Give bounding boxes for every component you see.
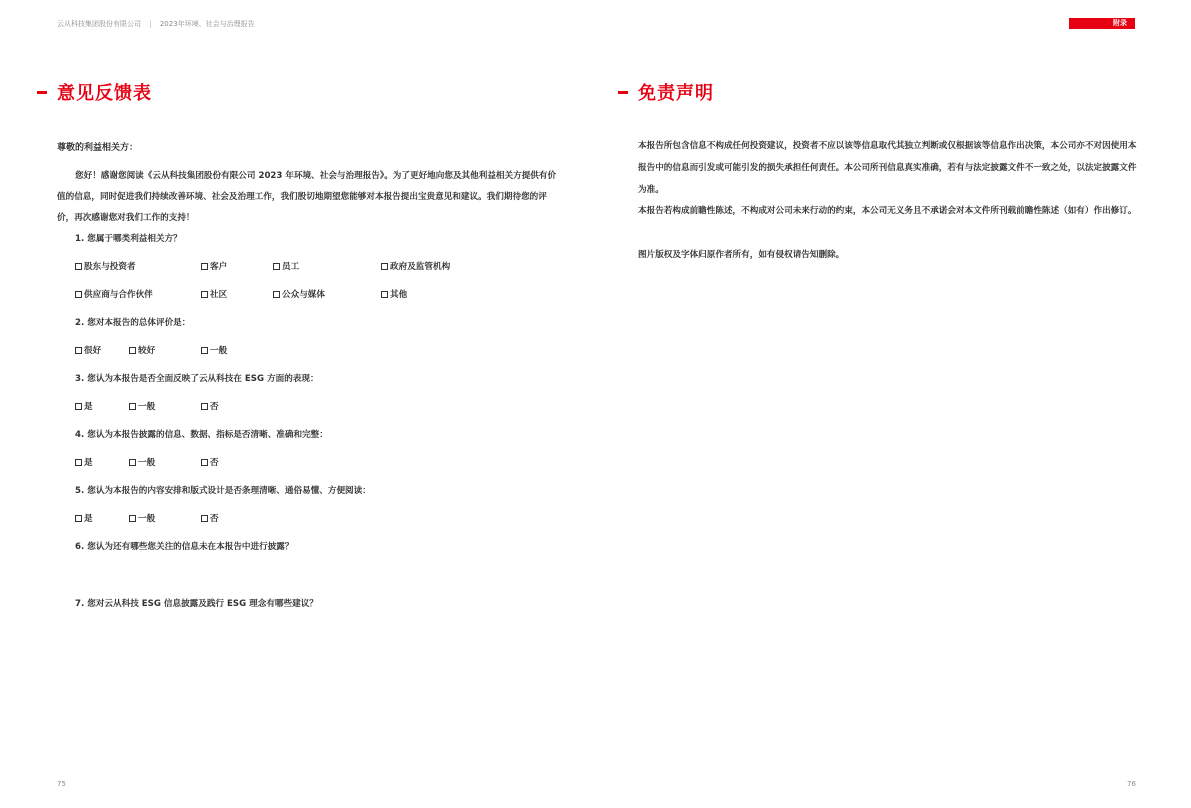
- intro-paragraph: 您好！感谢您阅读《云从科技集团股份有限公司 2023 年环境、社会与治理报告》。为了更好地向您及其他利益相关方提供有价值的信息，同时促进我们持续改善环境、社会及治理工作，我们殷切地期望您能够对本报告提出宝贵意见和建议。我们期待您的评价，再次感谢您对我们工作的支持！: [57, 171, 557, 223]
- checkbox-icon[interactable]: [75, 403, 82, 410]
- option-yes[interactable]: [75, 400, 93, 412]
- option-label: 公众与媒体: [282, 290, 325, 300]
- option-label: 社区: [210, 290, 228, 300]
- option-average[interactable]: [129, 512, 155, 524]
- checkbox-icon[interactable]: [129, 347, 136, 354]
- question-1: 1. 您属于哪类利益相关方？: [75, 234, 182, 244]
- option-label: 是: [84, 402, 93, 412]
- option-government[interactable]: [381, 260, 450, 272]
- option-yes[interactable]: [75, 456, 93, 468]
- disclaimer-paragraph-3: 图片版权及字体归原作者所有，如有侵权请告知删除。: [638, 250, 845, 260]
- option-label: 是: [84, 458, 93, 468]
- greeting: 尊敬的利益相关方：: [57, 143, 139, 153]
- running-header: [57, 19, 255, 29]
- option-other[interactable]: [381, 288, 407, 300]
- checkbox-icon[interactable]: [129, 459, 136, 466]
- option-label: 一般: [138, 458, 156, 468]
- option-label: 否: [210, 514, 219, 524]
- option-label: 客户: [210, 262, 228, 272]
- checkbox-icon[interactable]: [201, 515, 208, 522]
- feedback-section-title: [37, 79, 152, 105]
- option-very-good[interactable]: [75, 344, 101, 356]
- checkbox-icon[interactable]: [75, 263, 82, 270]
- option-label: 政府及监管机构: [390, 262, 451, 272]
- checkbox-icon[interactable]: [273, 263, 280, 270]
- option-good[interactable]: [129, 344, 155, 356]
- option-shareholders[interactable]: [75, 260, 136, 272]
- option-label: 其他: [390, 290, 408, 300]
- option-label: 一般: [138, 402, 156, 412]
- option-public-media[interactable]: [273, 288, 325, 300]
- option-suppliers[interactable]: [75, 288, 153, 300]
- disclaimer-paragraph-2: 本报告若构成前瞻性陈述，不构成对公司未来行动的约束，本公司无义务且不承诺会对本文件所刊载前瞻性陈述（如有）作出修订。: [638, 206, 1137, 216]
- option-label: 股东与投资者: [84, 262, 136, 272]
- checkbox-icon[interactable]: [75, 515, 82, 522]
- option-label: 很好: [84, 346, 102, 356]
- option-customers[interactable]: [201, 260, 227, 272]
- option-yes[interactable]: [75, 512, 93, 524]
- checkbox-icon[interactable]: [75, 459, 82, 466]
- checkbox-icon[interactable]: [129, 403, 136, 410]
- question-2: 2. 您对本报告的总体评价是：: [75, 318, 191, 328]
- option-label: 员工: [282, 262, 300, 272]
- page-number-left: 75: [57, 780, 66, 788]
- header-separator: |: [149, 20, 152, 28]
- option-average[interactable]: [129, 456, 155, 468]
- title-dash-icon: [37, 91, 47, 94]
- page-number-right: 76: [1127, 780, 1136, 788]
- option-label: 供应商与合作伙伴: [84, 290, 153, 300]
- option-average[interactable]: [129, 400, 155, 412]
- question-5: 5. 您认为本报告的内容安排和版式设计是否条理清晰、通俗易懂、方便阅读：: [75, 486, 371, 496]
- option-label: 否: [210, 402, 219, 412]
- question-7: 7. 您对云从科技 ESG 信息披露及践行 ESG 理念有哪些建议？: [75, 599, 318, 609]
- option-label: 是: [84, 514, 93, 524]
- page-title: 意见反馈表: [57, 83, 152, 104]
- checkbox-icon[interactable]: [201, 263, 208, 270]
- question-6: 6. 您认为还有哪些您关注的信息未在本报告中进行披露？: [75, 542, 294, 552]
- option-average[interactable]: [201, 344, 227, 356]
- option-no[interactable]: [201, 456, 219, 468]
- checkbox-icon[interactable]: [201, 291, 208, 298]
- checkbox-icon[interactable]: [273, 291, 280, 298]
- disclaimer-paragraph-1: 本报告所包含信息不构成任何投资建议，投资者不应以该等信息取代其独立判断或仅根据该等信息作出决策，本公司亦不对因使用本报告中的信息而引发或可能引发的损失承担任何责任。本公司所刊信息真实准确，若有与法定披露文件不一致之处，以法定披露文件为准。: [638, 141, 1137, 195]
- option-label: 较好: [138, 346, 156, 356]
- header-report: 2023年环境、社会与治理报告: [159, 20, 255, 28]
- option-no[interactable]: [201, 400, 219, 412]
- checkbox-icon[interactable]: [381, 263, 388, 270]
- title-dash-icon: [618, 91, 628, 94]
- disclaimer-section-title: [618, 79, 714, 105]
- option-label: 否: [210, 458, 219, 468]
- checkbox-icon[interactable]: [201, 347, 208, 354]
- option-label: 一般: [210, 346, 228, 356]
- page-title: 免责声明: [638, 83, 714, 104]
- question-4: 4. 您认为本报告披露的信息、数据、指标是否清晰、准确和完整：: [75, 430, 328, 440]
- checkbox-icon[interactable]: [129, 515, 136, 522]
- checkbox-icon[interactable]: [75, 347, 82, 354]
- question-3: 3. 您认为本报告是否全面反映了云从科技在 ESG 方面的表现：: [75, 374, 319, 384]
- checkbox-icon[interactable]: [381, 291, 388, 298]
- header-company: 云从科技集团股份有限公司: [57, 20, 141, 28]
- checkbox-icon[interactable]: [201, 459, 208, 466]
- option-employees[interactable]: [273, 260, 299, 272]
- checkbox-icon[interactable]: [201, 403, 208, 410]
- appendix-badge: 附录: [1069, 18, 1135, 29]
- option-no[interactable]: [201, 512, 219, 524]
- checkbox-icon[interactable]: [75, 291, 82, 298]
- option-community[interactable]: [201, 288, 227, 300]
- option-label: 一般: [138, 514, 156, 524]
